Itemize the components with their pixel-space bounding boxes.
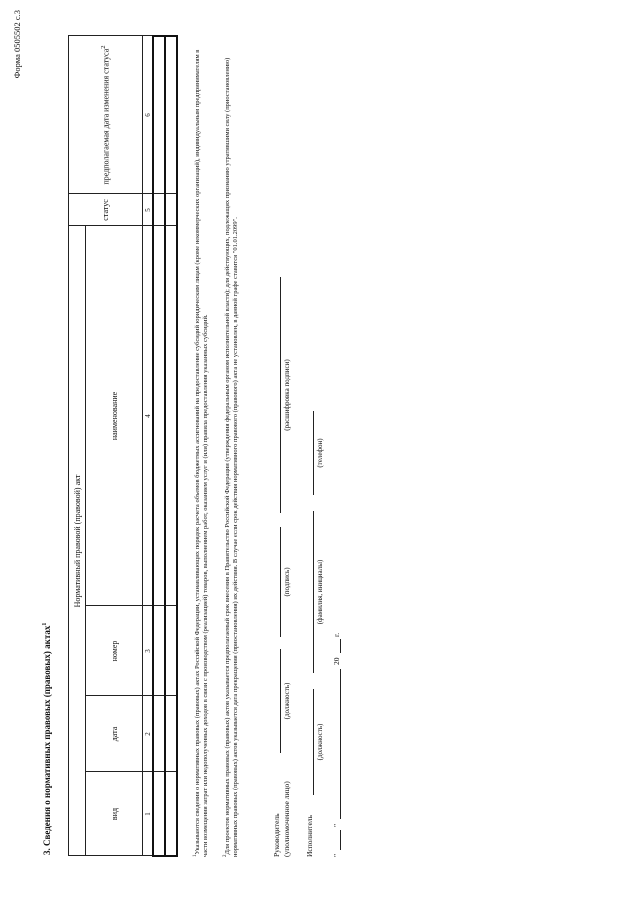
section-title: 3. Сведения о нормативных правовых (правовых) актах$^1$ [42,622,52,855]
caption-executor-name: (фамилия, инициалы) [316,559,324,625]
date-month-line[interactable] [340,669,341,819]
column-header-date: дата [86,696,143,772]
acts-table [68,35,178,857]
column-numbers-row [143,36,154,856]
date-year-prefix: 20 [332,657,341,665]
table-cell[interactable] [153,696,165,772]
caption-signature: (подпись) [283,567,291,597]
column-header-status: статус [69,194,143,226]
head-sublabel: (уполномоченное лицо) [282,781,291,857]
table-cell[interactable] [153,772,165,856]
date-year-suffix: г. [332,632,341,637]
caption-name: (расшифровка подписи) [283,359,291,431]
table-row [165,36,177,856]
table-cell[interactable] [153,194,165,226]
form-code: Форма 0505502 с.3 [12,10,22,79]
table-cell[interactable] [153,226,165,606]
head-signature-line[interactable] [280,527,281,637]
date-open-quote: " [332,853,341,857]
table-cell[interactable] [165,772,177,856]
table-cell[interactable] [165,226,177,606]
table-row [153,36,165,856]
executor-name-line[interactable] [313,511,314,673]
caption-position: (должность) [283,682,291,720]
head-position-line[interactable] [280,649,281,753]
table-cell[interactable] [153,36,165,194]
group-header: Нормативный правовой (правовой) акт [69,226,86,856]
footnote-2: $^2$Для проектов нормативных правовых (правовых) актов указывается предполагаемый срок внесения в Правительство Российской Федерации (утверждения федеральным органом исполнительной власти); для действующих, подлежащих признанию утратившими силу (приостановлению) нормативных правовых (правовых) актов указывается дата прекращения (приостановления) их действия. В случае если срок действия нормативного правового (правового) акта не установлен, в данной графе ставится "01.01.2099". [223,57,240,857]
column-number: 3 [143,606,154,696]
table-cell[interactable] [165,696,177,772]
column-header-change-date: предполагаемая дата изменения статуса$^2$ [69,36,143,194]
column-header-number: номер [86,606,143,696]
head-name-line[interactable] [280,277,281,513]
column-number: 4 [143,226,154,606]
column-number: 6 [143,36,154,194]
table-cell[interactable] [153,606,165,696]
column-number: 5 [143,194,154,226]
table-cell[interactable] [165,36,177,194]
date-year-line[interactable] [340,639,341,653]
caption-executor-position: (должность) [316,723,324,761]
executor-phone-line[interactable] [313,411,314,495]
column-header-type: вид [86,772,143,856]
footnote-1: $^1$Указываются сведения о нормативных правовых (правовых) актах Российской Федерации, устанавливающих порядок расчета объемов бюджетных ассигнований на предоставление субсидий юридическим лицам (кроме некоммерческих организаций), индивидуальным предпринимателям в части возмещения затрат или недополученных доходов в связи с производством (реализацией) товаров, выполнением работ, оказанием услуг и (или) правила предоставления указанных субсидий. [193,49,210,857]
column-number: 1 [143,772,154,856]
table-cell[interactable] [165,606,177,696]
caption-executor-phone: (телефон) [316,438,324,468]
date-close-quote: " [332,823,341,827]
table-cell[interactable] [165,194,177,226]
column-header-name: наименование [86,226,143,606]
date-day-line[interactable] [340,830,341,850]
executor-label: Исполнитель [305,815,314,857]
executor-position-line[interactable] [313,689,314,795]
column-number: 2 [143,696,154,772]
head-label: Руководитель [272,813,281,857]
